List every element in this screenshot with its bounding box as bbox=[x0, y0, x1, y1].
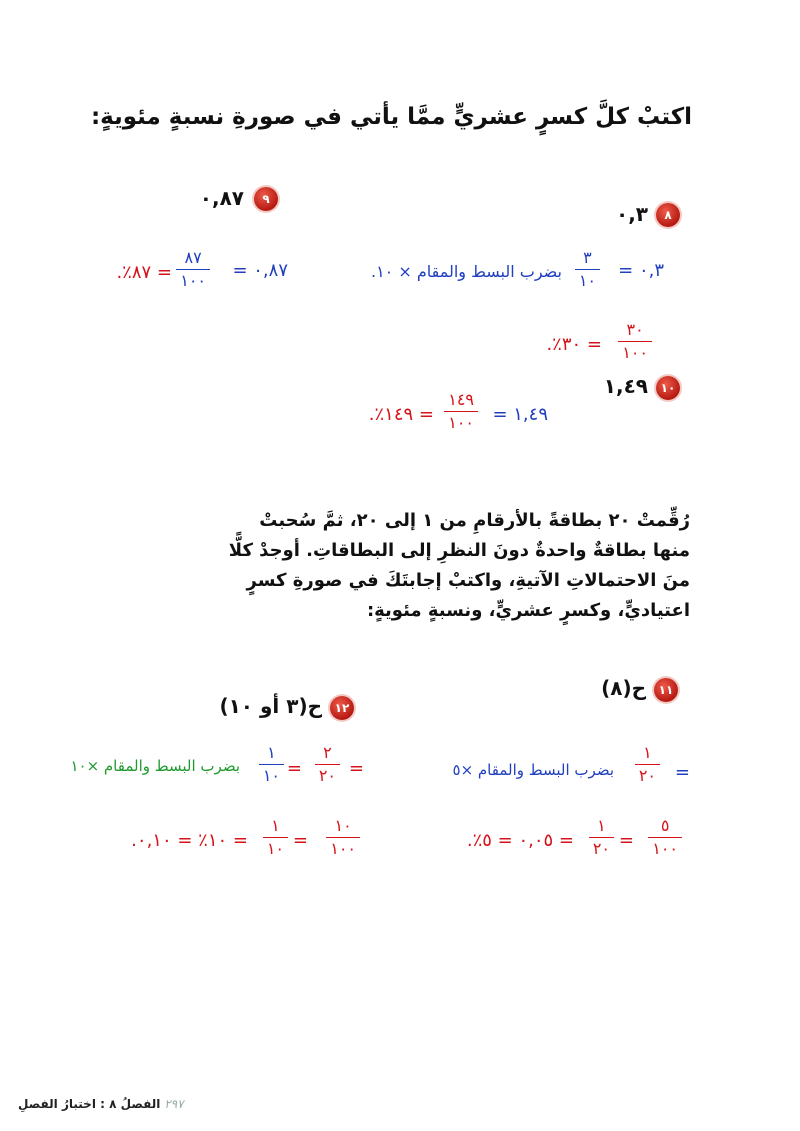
p12-line1-fraction-b bbox=[259, 745, 284, 784]
p12-line1-note: بضرب البسط والمقام ×١٠ bbox=[70, 757, 240, 775]
p8-step1-note: بضرب البسط والمقام × ١٠. bbox=[370, 262, 562, 281]
p12-line1-denominator-a: ٢٠ bbox=[315, 764, 340, 784]
p11-line1-eq: = bbox=[674, 762, 690, 783]
p12-line1-eq-b: = bbox=[286, 758, 302, 779]
p8-step1-fraction bbox=[575, 250, 600, 289]
problem-11-badge: ١١ bbox=[654, 678, 678, 702]
p9-lhs: ٠,٨٧ = bbox=[232, 260, 288, 281]
p8-step2-numerator: ٣٠ bbox=[626, 320, 644, 339]
chapter-label: الفصلُ ٨ : اختبارُ الفصلِ bbox=[18, 1097, 161, 1111]
problem-9-given: ٠,٨٧ bbox=[199, 186, 244, 210]
p10-numerator: ١٤٩ bbox=[448, 390, 474, 409]
paragraph-line-3: منَ الاحتمالاتِ الآتيةِ، واكتبْ إجابتَكَ في صورةِ كسرٍ bbox=[246, 570, 690, 591]
p11-line2-fraction-b bbox=[589, 818, 614, 857]
paragraph-line-1: رُقِّمتْ ٢٠ بطاقةً بالأرقامِ من ١ إلى ٢٠، ثمَّ سُحبتْ bbox=[259, 510, 690, 531]
p10-lhs: ١,٤٩ = bbox=[492, 404, 548, 425]
p8-step2-denominator: ١٠٠ bbox=[618, 341, 652, 361]
p11-line2-denominator-b: ٢٠ bbox=[589, 837, 614, 857]
p11-line2-fraction-a bbox=[648, 818, 682, 857]
problem-10-badge: ١٠ bbox=[656, 376, 680, 400]
p12-line2-fraction-a bbox=[326, 818, 360, 857]
p8-step1-numerator: ٣ bbox=[583, 248, 592, 267]
page-footer bbox=[18, 1097, 184, 1111]
p12-line1-fraction-a bbox=[315, 745, 340, 784]
p11-line2-numerator-a: ٥ bbox=[660, 816, 670, 835]
p9-fraction bbox=[176, 250, 210, 289]
p9-result: = ٨٧٪. bbox=[116, 262, 172, 283]
p12-line1-denominator-b: ١٠ bbox=[259, 764, 284, 784]
p11-line2-numerator-b: ١ bbox=[597, 816, 606, 835]
p12-line2-numerator-b: ١ bbox=[271, 816, 280, 835]
p11-line1-denominator: ٢٠ bbox=[635, 764, 660, 784]
p11-line1-note: بضرب البسط والمقام ×٥ bbox=[452, 761, 614, 779]
p12-line2-numerator-a: ١٠ bbox=[334, 816, 352, 835]
problem-11-given: ح(٨) bbox=[601, 676, 646, 700]
p12-line2-eq: = bbox=[292, 830, 308, 851]
p11-line2-denominator-a: ١٠٠ bbox=[648, 837, 682, 857]
p8-step2-result: = ٣٠٪. bbox=[546, 334, 602, 355]
p12-line2-denominator-a: ١٠٠ bbox=[326, 837, 360, 857]
problem-12-badge: ١٢ bbox=[330, 696, 354, 720]
problem-8-badge: ٨ bbox=[656, 203, 680, 227]
p11-line1-fraction bbox=[635, 745, 660, 784]
probability-paragraph bbox=[229, 506, 690, 626]
paragraph-line-4: اعتياديٍّ، وكسرٍ عشريٍّ، ونسبةٍ مئويةٍ: bbox=[366, 600, 690, 621]
p8-step2-fraction bbox=[618, 322, 652, 361]
p10-fraction bbox=[444, 392, 478, 431]
p11-line2-result: = ٠,٠٥ = ٥٪. bbox=[466, 830, 574, 851]
p12-line1-eq-a: = bbox=[348, 758, 364, 779]
p8-step1-denominator: ١٠ bbox=[575, 269, 600, 289]
instruction-heading: اكتبْ كلَّ كسرٍ عشريٍّ ممَّا يأتي في صورةِ نسبةٍ مئويةٍ: bbox=[90, 104, 692, 130]
p9-denominator: ١٠٠ bbox=[176, 269, 210, 289]
problem-12-given: ح(٣ أو ١٠) bbox=[219, 694, 322, 718]
problem-10-given: ١,٤٩ bbox=[603, 374, 648, 398]
p12-line2-result: = ١٠٪ = ٠,١٠. bbox=[131, 830, 248, 851]
p10-result: = ١٤٩٪. bbox=[368, 404, 434, 425]
p12-line1-numerator-b: ١ bbox=[267, 743, 276, 762]
paragraph-line-2: منها بطاقةٌ واحدةٌ دونَ النظرِ إلى البطاقاتِ. أوجدْ كلًّا bbox=[228, 540, 690, 561]
p12-line1-numerator-a: ٢ bbox=[323, 743, 332, 762]
p11-line1-numerator: ١ bbox=[643, 743, 652, 762]
p8-step1-lhs: ٠,٣ = bbox=[618, 260, 664, 281]
problem-8-given: ٠,٣ bbox=[615, 202, 648, 226]
p9-numerator: ٨٧ bbox=[184, 248, 202, 267]
p11-line2-eq: = bbox=[618, 830, 634, 851]
p12-line2-denominator-b: ١٠ bbox=[263, 837, 288, 857]
p12-line2-fraction-b bbox=[263, 818, 288, 857]
problem-9-badge: ٩ bbox=[254, 187, 278, 211]
p10-denominator: ١٠٠ bbox=[444, 411, 478, 431]
page-number: ٢٩٧ bbox=[164, 1097, 184, 1111]
